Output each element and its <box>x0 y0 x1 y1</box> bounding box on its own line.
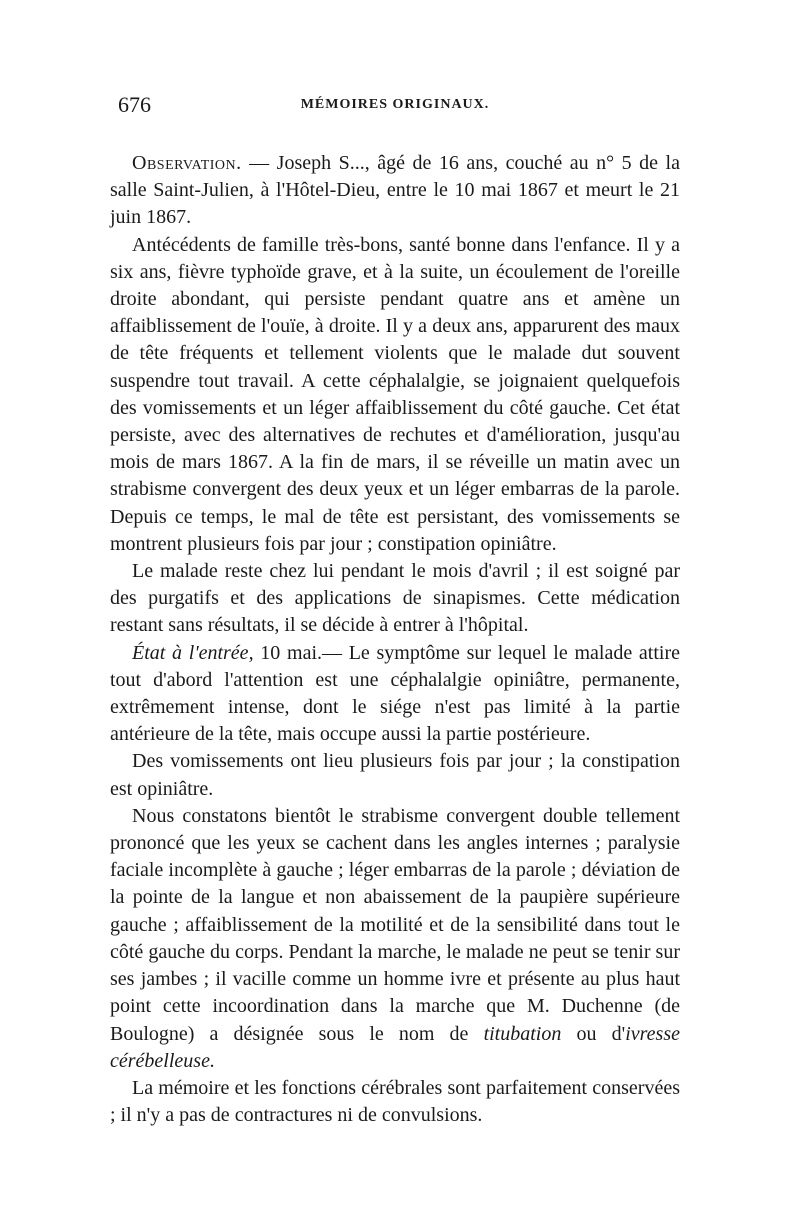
paragraph-text: 10 mai.— Le symptôme sur lequel le malade attire tout d'abord l'attention est une céphalalgie opiniâtre, permanente, extrêmement intense, dont le siége n'est pas limité à la partie antérieure de la tête, mais occupe aussi la partie postérieure. <box>110 641 680 746</box>
page-number: 676 <box>118 92 151 117</box>
paragraph-memory <box>110 1075 680 1129</box>
observation-heading: Observation. <box>132 152 242 174</box>
paragraph-text: Nous constatons bientôt le strabisme convergent double tellement prononcé que les yeux se cachent dans les angles internes ; paralysie faciale incomplète à gauche ; léger embarras de la parole ; déviation de la pointe de la langue et non abaissement de la paupière supérieure gauche ; affaiblissement de la motilité et de la sensibilité dans tout le côté gauche du corps. Pendant la marche, le malade ne peut se tenir sur ses jambes ; il vacille comme un homme ivre et présente au plus haut point cette incoordination dans la marche que M. Duchenne (de Boulogne) a désignée sous le nom de <box>110 804 680 1045</box>
paragraph-text: Antécédents de famille très-bons, santé bonne dans l'enfance. Il y a six ans, fièvre typhoïde grave, et à la suite, un écoulement de l'oreille droite abondant, qui persiste pendant quatre ans et amène un affaiblissement de l'ouïe, à droite. Il y a deux ans, apparurent des maux de tête fréquents et tellement violents que le malade dut souvent suspendre tout travail. A cette céphalalgie, se joignaient quelquefois des vomissements et un léger affaiblissement du côté gauche. Cet état persiste, avec des alternatives de rechutes et d'amélioration, jusqu'au mois de mars 1867. A la fin de mars, il se réveille un matin avec un strabisme convergent des deux yeux et un léger embarras de la parole. Depuis ce temps, le mal de tête est persistant, des vomissements se montrent plusieurs fois par jour ; constipation opiniâtre. <box>110 233 680 555</box>
paragraph-antecedents <box>110 232 680 558</box>
running-title: MÉMOIRES ORIGINAUX. <box>300 97 490 112</box>
paragraph-vomiting <box>110 748 680 802</box>
paragraph-text: ou d' <box>561 1022 626 1045</box>
paragraph-strabismus <box>110 803 680 1075</box>
book-page <box>110 92 680 1129</box>
paragraph-observation <box>110 150 680 232</box>
paragraph-treatment <box>110 558 680 640</box>
admission-heading: État à l'entrée, <box>132 641 254 664</box>
term-ivresse: ivresse cérébelleuse. <box>110 1022 680 1072</box>
page-header <box>110 92 680 128</box>
paragraph-admission <box>110 640 680 749</box>
paragraph-text: Le malade reste chez lui pendant le mois d'avril ; il est soigné par des purgatifs et des applications de sinapismes. Cette médication restant sans résultats, il se décide à entrer à l'hôpital. <box>110 560 680 637</box>
paragraph-text: — Joseph S..., âgé de 16 ans, couché au n° 5 de la salle Saint-Julien, à l'Hôtel-Dieu, entre le 10 mai 1867 et meurt le 21 juin 1867. <box>110 152 680 229</box>
body-text <box>110 150 680 1129</box>
term-titubation: titubation <box>483 1022 562 1045</box>
paragraph-text: Des vomissements ont lieu plusieurs fois par jour ; la constipation est opiniâtre. <box>110 750 680 800</box>
paragraph-text: La mémoire et les fonctions cérébrales sont parfaitement conservées ; il n'y a pas de contractures ni de convulsions. <box>110 1076 680 1127</box>
